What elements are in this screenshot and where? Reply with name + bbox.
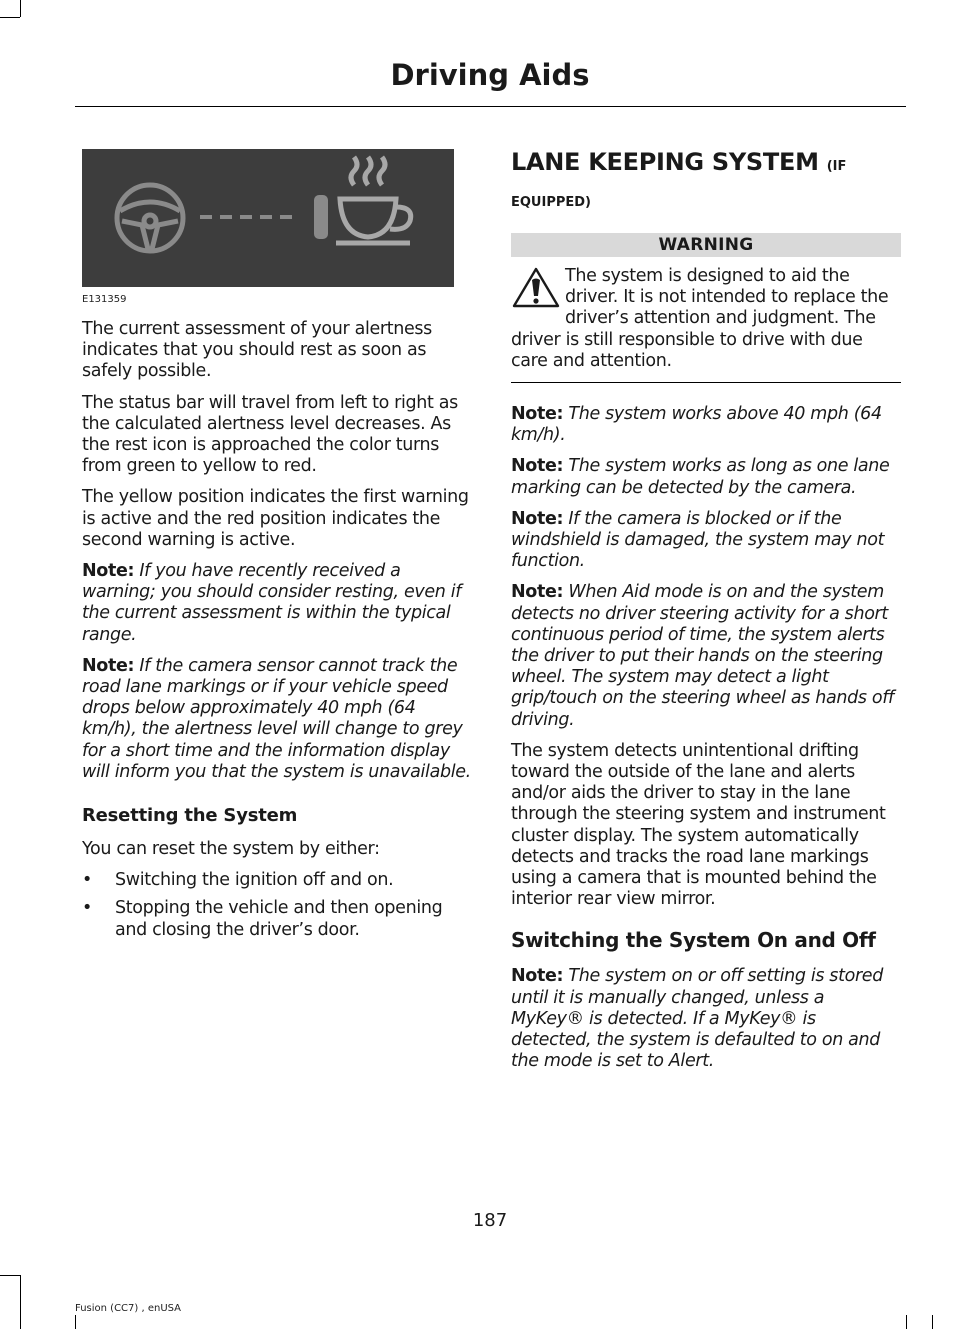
heading-lane-keeping-system [511, 148, 901, 181]
crop-mark-top-left-h [0, 17, 20, 18]
reset-intro: You can reset the system by either: [82, 839, 380, 860]
paragraph-system-description: The system detects unintentional drifting toward the outside of the lane and alerts and/or aids the driver to stay in the lane through the steering system and instrument cluster display. The system automatically detects and tracks the road lane markings using a camera that is mounted behind the interior rear view mirror. [511, 740, 886, 910]
note-camera-blocked [511, 509, 901, 573]
status-dash-line [200, 195, 328, 239]
page-number: 187 [472, 1210, 508, 1231]
note-text: If you have recently received a warning; you should consider resting, even if the current assessment is within the typical range. [82, 561, 462, 645]
left-column [82, 149, 472, 948]
warning-text: The system is designed to aid the driver. It is not intended to replace the driver’s attention and judgment. The driver is still responsible to drive with due care and attention. [511, 266, 889, 371]
steering-wheel-icon [117, 185, 183, 251]
list-item: • Switching the ignition off and on. [82, 870, 394, 891]
list-item: • Stopping the vehicle and then opening and closing the driver’s door. [82, 898, 443, 940]
note-mykey [511, 966, 901, 1072]
note-label: Note: [82, 561, 135, 582]
note-text: The system works as long as one lane marking can be detected by the camera. [511, 456, 890, 498]
heading-suffix: (IF [826, 159, 847, 174]
crop-mark-top-left-v [20, 0, 21, 17]
note-text: The system works above 40 mph (64 km/h). [511, 404, 882, 446]
note-label: Note: [511, 582, 564, 603]
reset-options-list [82, 870, 472, 941]
heading-continuation: EQUIPPED) [511, 195, 591, 210]
crop-mark-bottom-right-1 [906, 1315, 907, 1329]
note-aid-mode [511, 582, 901, 730]
note-label: Note: [511, 456, 564, 477]
paragraph-yellow-red: The yellow position indicates the first warning is active and the red position indicates the second warning is active. [82, 487, 469, 550]
paragraph-alertness-assessment: The current assessment of your alertness indicates that you should rest as soon as safely possible. [82, 319, 432, 382]
heading-switching-system: Switching the System On and Off [511, 928, 876, 953]
crop-mark-bottom-mid [75, 1315, 76, 1329]
crop-mark-bottom-left-h [0, 1275, 20, 1276]
note-label: Note: [511, 966, 564, 987]
note-text: The system on or off setting is stored until it is manually changed, unless a MyKey® is detected. If a MyKey® is detected, the system is defaulted to on and the mode is set to Alert. [511, 966, 883, 1072]
note-camera-sensor [82, 656, 472, 783]
note-label: Note: [511, 404, 564, 425]
page-title: Driving Aids [390, 58, 590, 92]
warning-banner: WARNING [511, 233, 901, 257]
alertness-figure-graphic [82, 149, 454, 287]
figure-id: E131359 [82, 294, 127, 305]
list-item-text: Stopping the vehicle and then opening and closing the driver’s door. [115, 898, 443, 940]
warning-divider [511, 382, 901, 383]
note-recent-warning [82, 561, 472, 646]
note-lane-marking [511, 456, 901, 498]
paragraph-status-bar: The status bar will travel from left to right as the calculated alertness level decreases. As the rest icon is approached the color turns from green to yellow to red. [82, 392, 458, 477]
right-column [511, 148, 901, 1073]
note-speed [511, 404, 901, 446]
heading-main-text: LANE KEEPING SYSTEM [511, 148, 819, 176]
note-text: If the camera is blocked or if the windshield is damaged, the system may not function. [511, 508, 885, 572]
crop-mark-bottom-right-2 [932, 1315, 933, 1329]
crop-mark-bottom-left-v [20, 1275, 21, 1329]
warning-box [511, 266, 901, 383]
note-label: Note: [82, 655, 135, 676]
coffee-cup-icon [336, 157, 411, 243]
footer-edition: Fusion (CC7) , enUSA [75, 1303, 182, 1314]
warning-triangle-icon [511, 266, 561, 310]
note-text: When Aid mode is on and the system detects no driver steering activity for a short continuous period of time, the system alerts the driver to put their hands on the steering wheel. The system may detect a light grip/touch on the steering wheel as hands off driving. [511, 582, 894, 730]
title-divider [75, 106, 906, 107]
heading-resetting-system: Resetting the System [82, 805, 298, 827]
alertness-figure [82, 149, 454, 287]
list-item-text: Switching the ignition off and on. [115, 870, 394, 891]
note-label: Note: [511, 508, 564, 529]
note-text: If the camera sensor cannot track the road lane markings or if your vehicle speed drops below approximately 40 mph (64 km/h), the alertness level will change to grey for a short time and the information display will inform you that the system is unavailable. [82, 655, 471, 782]
